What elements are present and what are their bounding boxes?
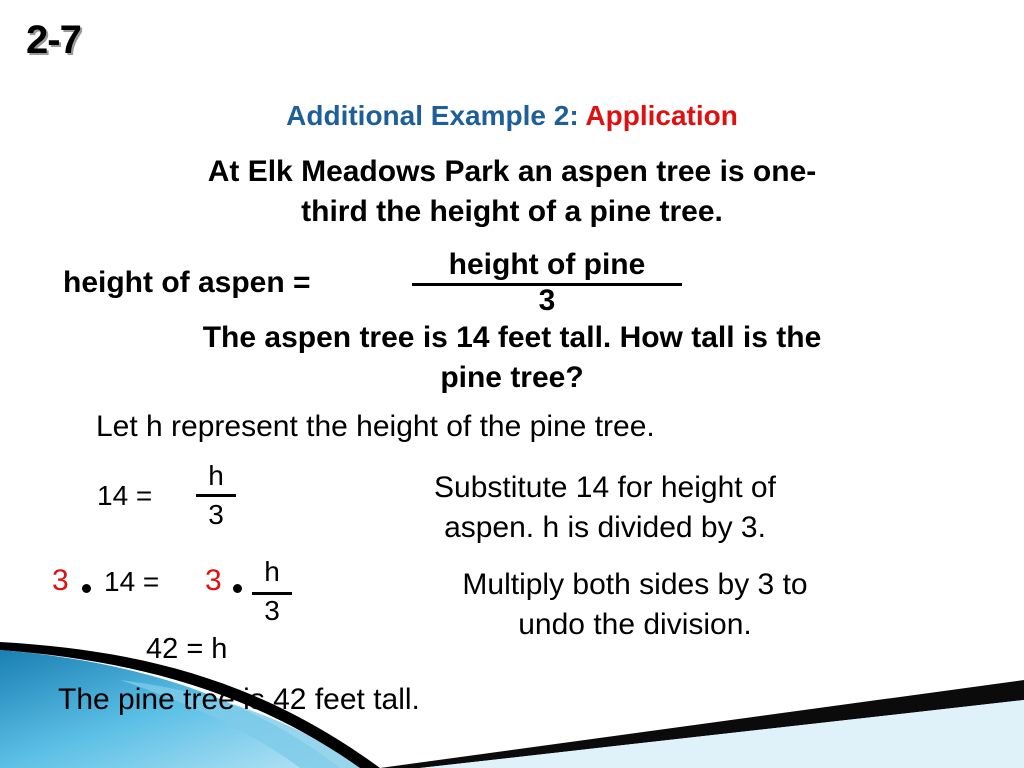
question-line-1: The aspen tree is 14 feet tall. How tall is the <box>202 321 822 354</box>
step2-left: 14 = <box>104 566 160 597</box>
step1-denominator: 3 <box>208 499 224 530</box>
step2-denominator: 3 <box>264 595 280 626</box>
heading-example-label: Additional Example 2: <box>286 100 579 131</box>
example-heading <box>0 100 1024 132</box>
step1-explanation-line-1: Substitute 14 for height of <box>434 471 776 504</box>
step2-factor-right: 3 <box>205 564 222 597</box>
multiply-dot-right <box>233 584 242 593</box>
formula-numerator: height of pine <box>448 248 646 281</box>
multiply-dot-left <box>82 584 91 593</box>
formula-denominator: 3 <box>538 284 556 317</box>
result-equation: 42 = h <box>146 633 228 665</box>
problem-line-2: third the height of a pine tree. <box>301 195 723 228</box>
problem-statement <box>60 152 964 232</box>
step2-numerator: h <box>264 556 280 587</box>
step1-explanation <box>360 468 850 548</box>
lesson-number: 2-7 <box>26 18 81 62</box>
heading-application-label: Application <box>585 100 738 131</box>
formula-left: height of aspen = <box>63 266 311 299</box>
problem-line-1: At Elk Meadows Park an aspen tree is one- <box>207 155 817 188</box>
conclusion: The pine tree is 42 feet tall. <box>58 683 420 716</box>
question <box>60 318 964 398</box>
step1-left: 14 = <box>97 480 153 511</box>
step1-numerator: h <box>208 460 224 491</box>
step1-explanation-line-2: aspen. h is divided by 3. <box>444 511 766 544</box>
step2-explanation-line-2: undo the division. <box>518 608 752 641</box>
step2-explanation-line-1: Multiply both sides by 3 to <box>462 568 808 601</box>
step1-fraction-bar <box>196 494 236 497</box>
let-statement: Let h represent the height of the pine tree. <box>96 410 655 443</box>
question-line-2: pine tree? <box>440 361 584 394</box>
step2-factor-left: 3 <box>52 564 69 597</box>
step2-explanation <box>390 565 880 645</box>
